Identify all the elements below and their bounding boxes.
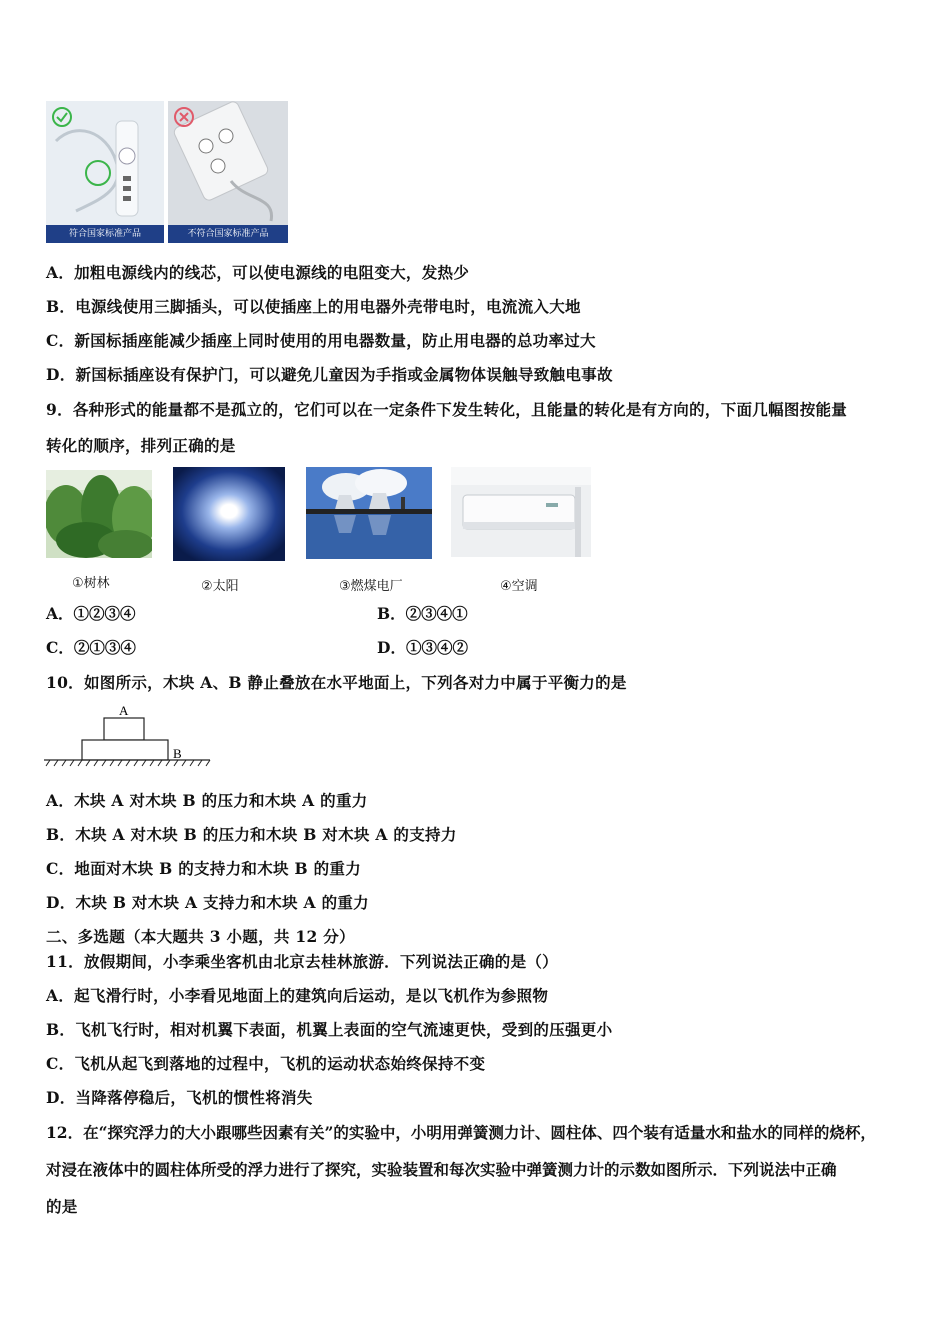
label-a: A [119, 703, 129, 718]
q8-option-d: D．新国标插座设有保护门，可以避免儿童因为手指或金属物体误触导致触电事故 [46, 365, 613, 384]
q11-option-d: D．当降落停稳后，飞机的惯性将消失 [46, 1088, 313, 1107]
q11-option-a: A．起飞滑行时，小李看见地面上的建筑向后运动，是以飞机作为参照物 [46, 986, 549, 1005]
q9-power-plant-image [306, 467, 432, 559]
q9-caption-3: ③燃煤电厂 [339, 579, 403, 594]
q9-stem-line1: 9．各种形式的能量都不是孤立的，它们可以在一定条件下发生转化，且能量的转化是有方向的，下面几幅图按能量 [46, 400, 848, 419]
block-a [104, 718, 144, 740]
q10-option-d: D．木块 B 对木块 A 支持力和木块 A 的重力 [46, 893, 369, 912]
q10-blocks-diagram [44, 702, 214, 770]
q9-option-c: C．②①③④ [46, 638, 136, 657]
q10-option-c: C．地面对木块 B 的支持力和木块 B 的重力 [46, 859, 362, 878]
q9-caption-4: ④空调 [500, 579, 538, 594]
q10-stem: 10．如图所示，木块 A、B 静止叠放在水平地面上，下列各对力中属于平衡力的是 [46, 673, 627, 692]
q9-forest-image [46, 470, 152, 558]
q9-air-conditioner-image [451, 467, 591, 557]
q8-right-caption: 不符合国家标准产品 [168, 225, 288, 243]
power-plant-illustration [306, 467, 432, 559]
q11-stem: 11．放假期间，小李乘坐客机由北京去桂林旅游．下列说法正确的是（） [46, 952, 558, 971]
q9-option-a: A．①②③④ [46, 604, 136, 623]
q8-option-a: A．加粗电源线内的线芯，可以使电源线的电阻变大，发热少 [46, 263, 470, 282]
q12-stem-line2: 对浸在液体中的圆柱体所受的浮力进行了探究，实验装置和每次实验中弹簧测力计的示数如图所示．下列说法中正确 [46, 1160, 837, 1179]
label-b: B [173, 746, 182, 761]
q9-caption-2: ②太阳 [201, 579, 239, 594]
q8-option-c: C．新国标插座能减少插座上同时使用的用电器数量，防止用电器的总功率过大 [46, 331, 596, 350]
q10-option-a: A．木块 A 对木块 B 的压力和木块 A 的重力 [46, 791, 368, 810]
blocks-diagram [44, 702, 214, 770]
q9-stem-line2: 转化的顺序，排列正确的是 [46, 436, 236, 455]
block-b [82, 740, 168, 760]
q8-powerstrip-image [46, 101, 288, 243]
q9-caption-1: ①树林 [72, 576, 110, 591]
q10-option-b: B．木块 A 对木块 B 的压力和木块 B 对木块 A 的支持力 [46, 825, 457, 844]
powerstrip-illustration [46, 101, 288, 243]
q9-sun-image [173, 467, 285, 561]
q11-option-c: C．飞机从起飞到落地的过程中，飞机的运动状态始终保持不变 [46, 1054, 486, 1073]
sun-illustration [173, 467, 285, 561]
air-conditioner-illustration [451, 467, 591, 557]
q8-left-caption: 符合国家标准产品 [46, 225, 164, 243]
q8-option-b: B．电源线使用三脚插头，可以使插座上的用电器外壳带电时，电流流入大地 [46, 297, 581, 316]
section-2-heading: 二、多选题（本大题共 3 小题，共 12 分） [46, 927, 355, 946]
q12-stem-line3: 的是 [46, 1197, 78, 1216]
q11-option-b: B．飞机飞行时，相对机翼下表面，机翼上表面的空气流速更快，受到的压强更小 [46, 1020, 613, 1039]
q9-option-b: B．②③④① [377, 604, 468, 623]
q9-option-d: D．①③④② [377, 638, 468, 657]
forest-illustration [46, 470, 152, 558]
q12-stem-line1: 12．在“探究浮力的大小跟哪些因素有关”的实验中，小明用弹簧测力计、圆柱体、四个装有适量水和盐水的同样的烧杯， [46, 1123, 876, 1142]
